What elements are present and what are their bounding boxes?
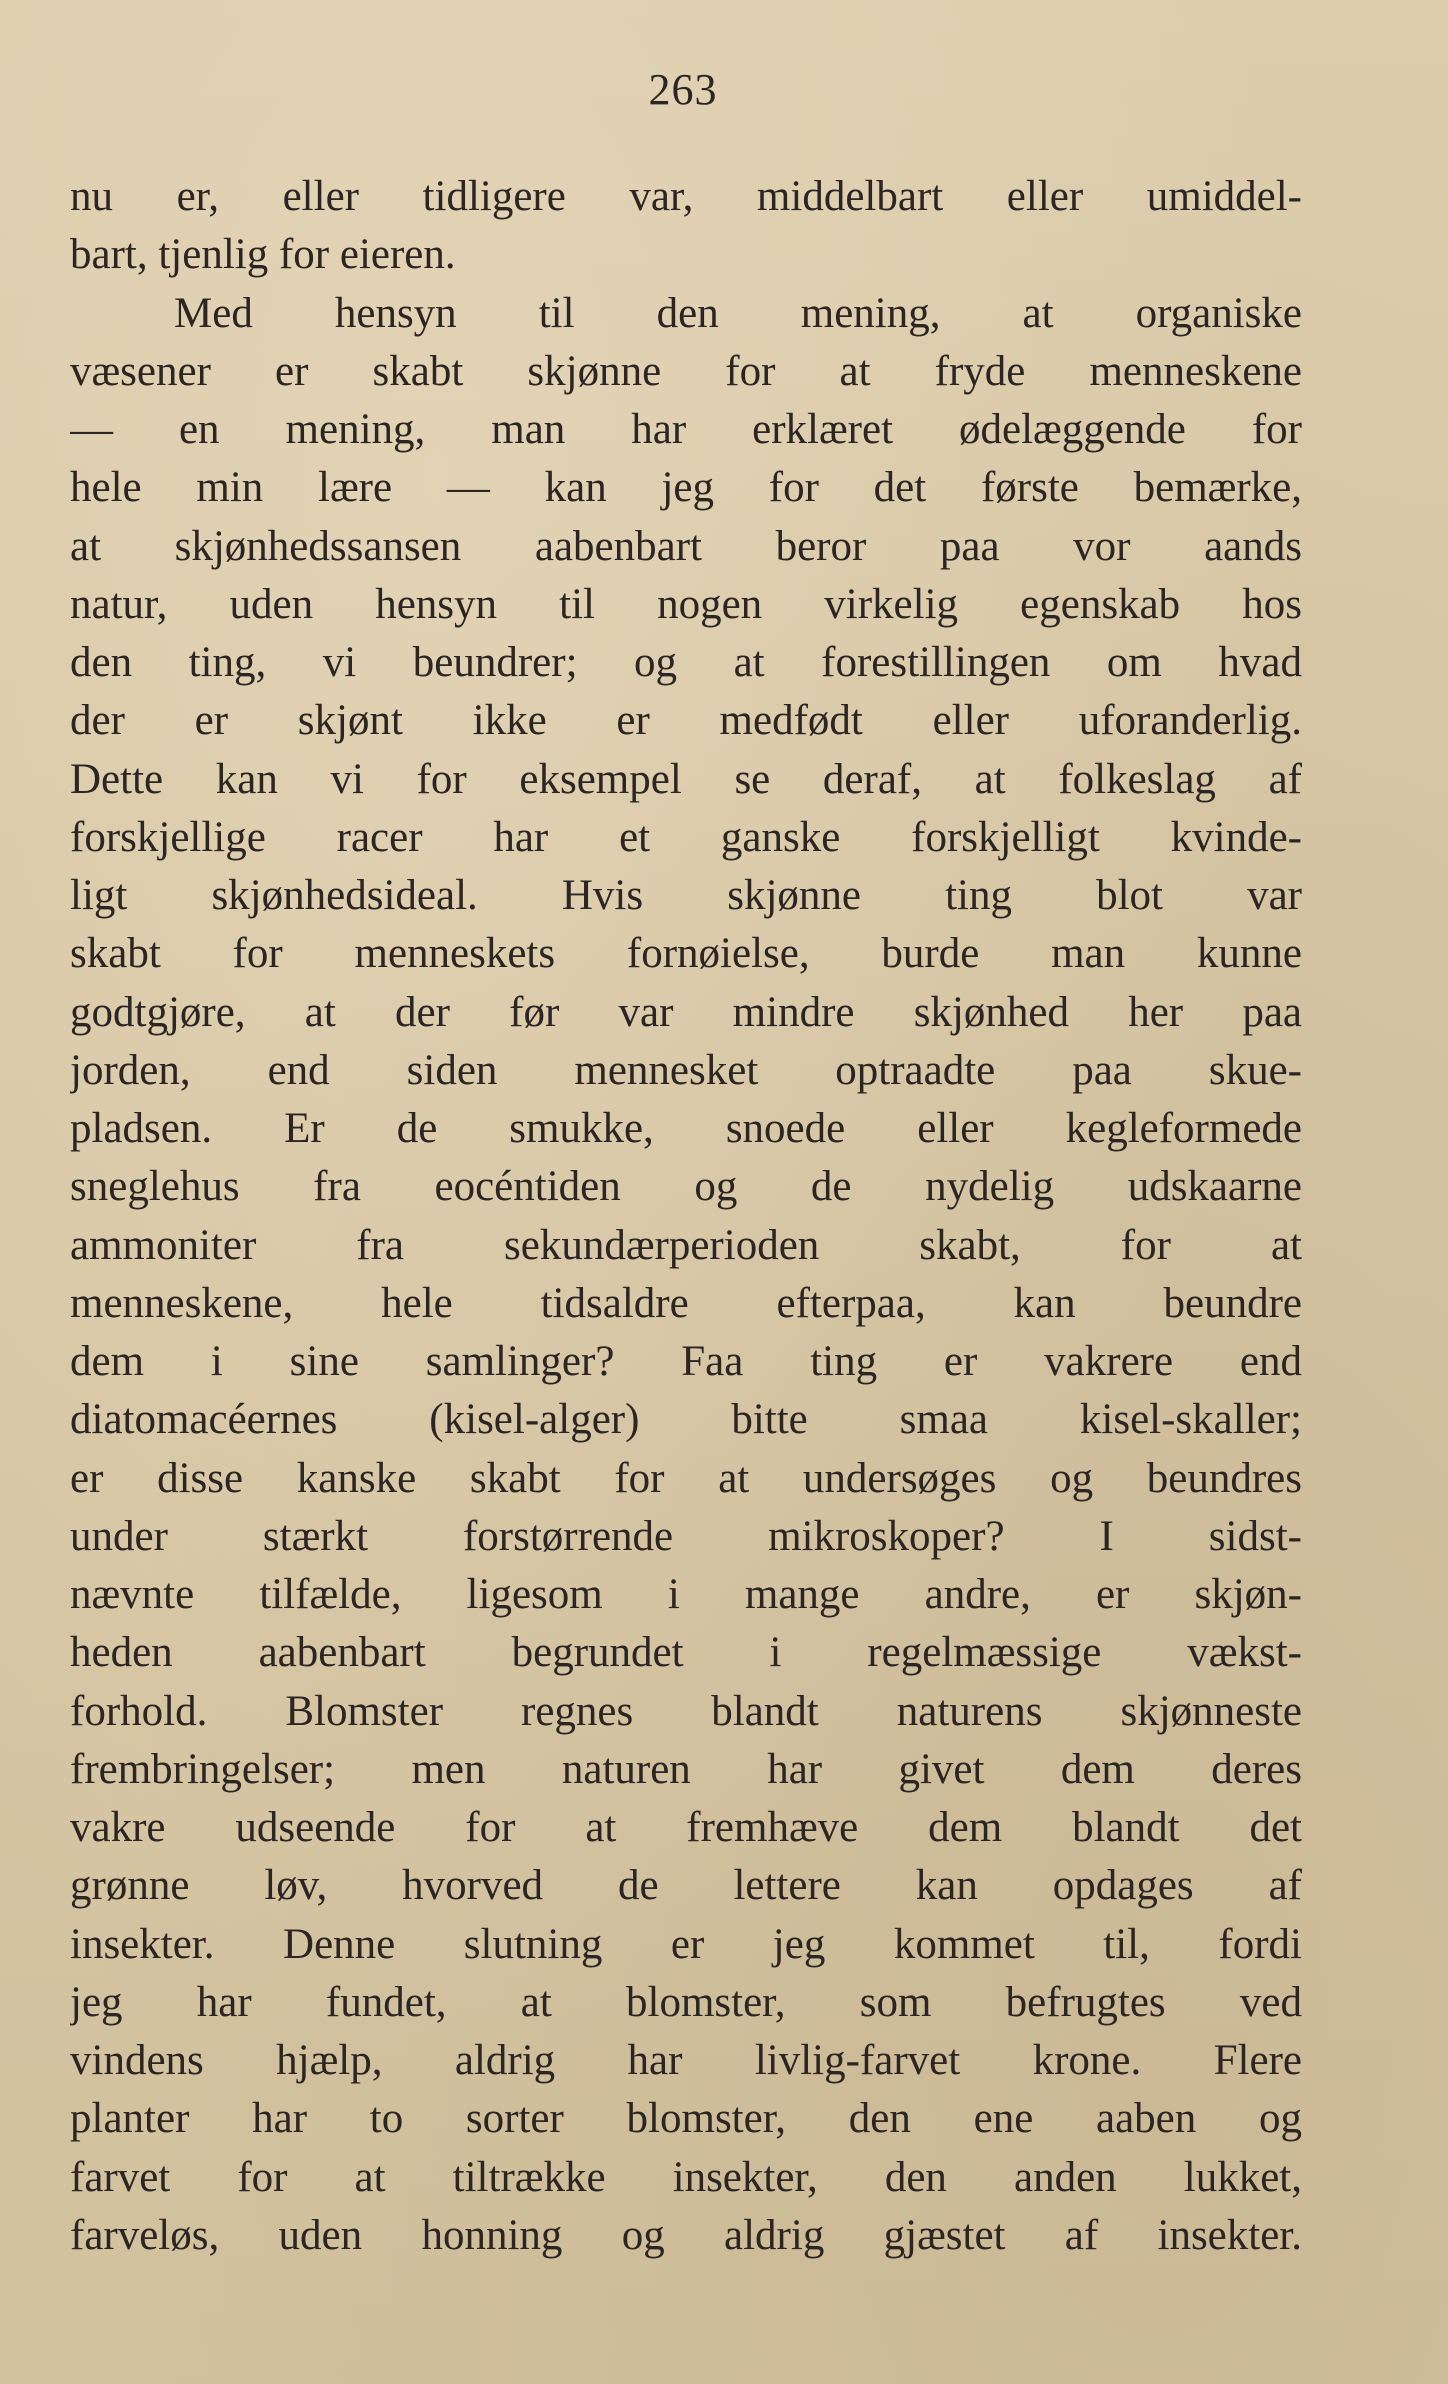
text-line: skabt for menneskets fornøielse, burde man kunne (70, 930, 1302, 978)
page-number: 263 (648, 65, 718, 114)
text-line: insekter. Denne slutning er jeg kommet til, fordi (70, 1920, 1302, 1968)
text-line: vakre udseende for at fremhæve dem blandt det (70, 1804, 1302, 1851)
text-line: Dette kan vi for eksempel se deraf, at folkeslag af (70, 755, 1302, 803)
text-line: dem i sine samlinger? Faa ting er vakrere end (70, 1338, 1302, 1385)
text-line: frembringelser; men naturen har givet dem deres (70, 1745, 1302, 1793)
text-line: Med hensyn til den mening, at organiske (174, 289, 1302, 337)
text-line: heden aabenbart begrundet i regelmæssige vækst- (70, 1629, 1302, 1677)
text-line: bart, tjenlig for eieren. (70, 231, 456, 279)
text-line: grønne løv, hvorved de lettere kan opdages af (70, 1862, 1302, 1910)
text-line: farveløs, uden honning og aldrig gjæstet af insekter. (70, 2211, 1302, 2259)
text-line: natur, uden hensyn til nogen virkelig egenskab hos (70, 580, 1302, 628)
text-line: sneglehus fra eocéntiden og de nydelig udskaarne (70, 1163, 1302, 1211)
text-line: at skjønhedssansen aabenbart beror paa vor aands (70, 522, 1302, 570)
text-line: forskjellige racer har et ganske forskjelligt kvinde- (70, 813, 1302, 861)
text-line: forhold. Blomster regnes blandt naturens skjønneste (70, 1687, 1302, 1735)
text-line: væsener er skabt skjønne for at fryde menneskene (70, 347, 1302, 395)
text-line: er disse kanske skabt for at undersøges og beundres (70, 1454, 1302, 1502)
text-line: ammoniter fra sekundærperioden skabt, for at (70, 1221, 1302, 1269)
text-line: diatomacéernes (kisel-alger) bitte smaa kisel-skaller; (70, 1396, 1302, 1444)
text-line: ligt skjønhedsideal. Hvis skjønne ting blot var (70, 872, 1302, 919)
text-line: jeg har fundet, at blomster, som befrugtes ved (70, 1978, 1302, 2026)
text-line: hele min lære — kan jeg for det første bemærke, (70, 464, 1302, 512)
text-line: der er skjønt ikke er medfødt eller uforanderlig. (70, 697, 1302, 745)
text-line: godtgjøre, at der før var mindre skjønhed her paa (70, 988, 1302, 1036)
body-text (70, 168, 1302, 2265)
text-line: menneskene, hele tidsaldre efterpaa, kan beundre (70, 1279, 1302, 1327)
text-line: nævnte tilfælde, ligesom i mange andre, er skjøn- (70, 1571, 1302, 1618)
text-line: vindens hjælp, aldrig har livlig-farvet krone. Flere (70, 2037, 1302, 2084)
text-line: pladsen. Er de smukke, snoede eller kegleformede (70, 1105, 1302, 1152)
text-line: den ting, vi beundrer; og at forestillingen om hvad (70, 639, 1302, 686)
text-line: — en mening, man har erklæret ødelæggende for (70, 406, 1302, 453)
text-line: farvet for at tiltrække insekter, den anden lukket, (70, 2153, 1302, 2201)
text-line: jorden, end siden mennesket optraadte paa skue- (70, 1046, 1302, 1094)
text-line: nu er, eller tidligere var, middelbart eller umiddel- (70, 173, 1302, 220)
text-line: under stærkt forstørrende mikroskoper? I sidst- (70, 1512, 1302, 1560)
text-line: planter har to sorter blomster, den ene aaben og (70, 2095, 1302, 2143)
